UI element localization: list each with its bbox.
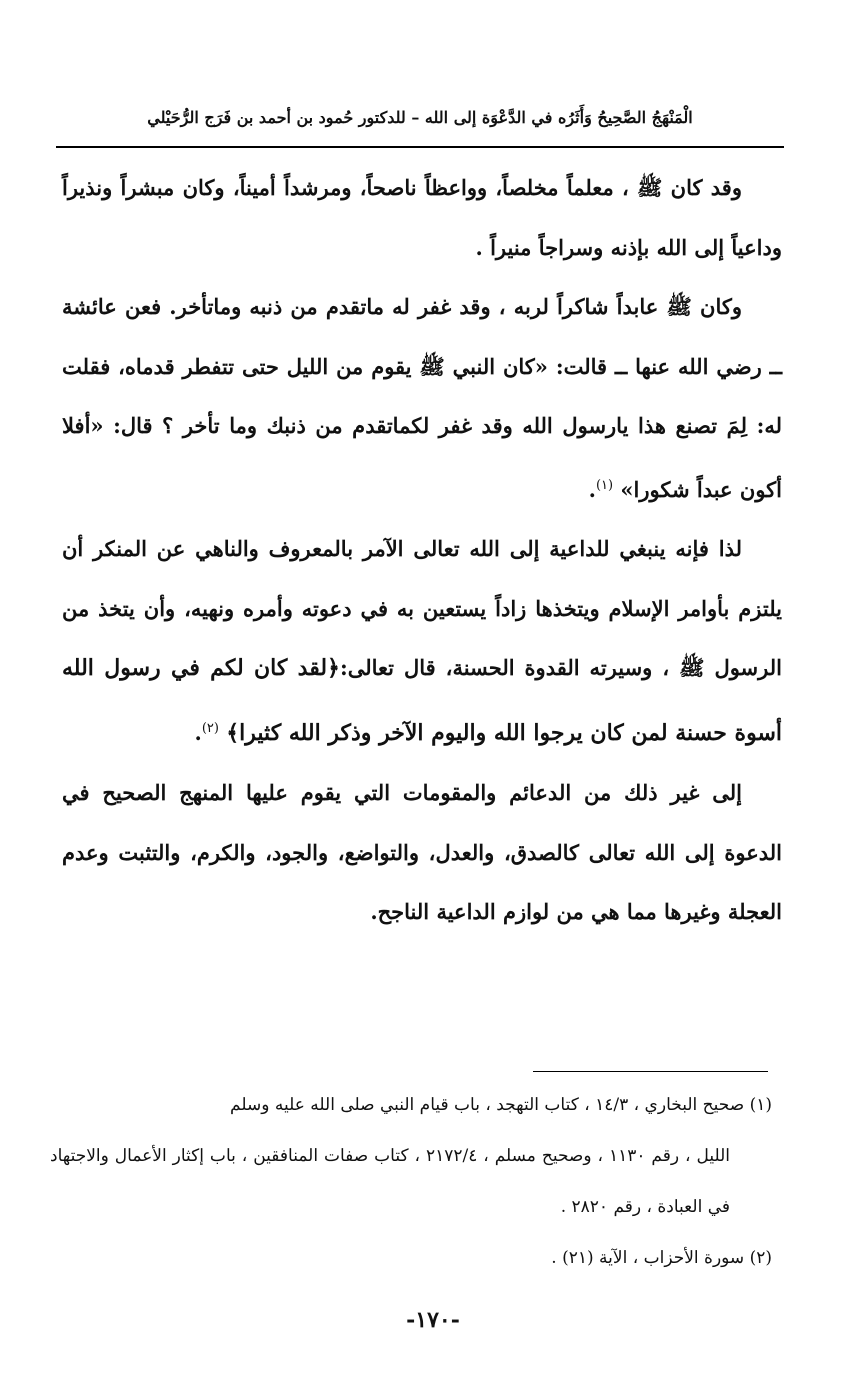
footnote-reference[interactable]: (١): [595, 477, 614, 493]
footnote-continuation: الليل ، رقم ١١٣٠ ، وصحيح مسلم ، ٢١٧٢/٤ ، كتاب صفات المنافقين ، باب إكثار الأعمال والاجتهاد في العبادة ، رقم ٢٨٢٠ .: [50, 1146, 730, 1217]
footnote-text: (١) صحيح البخاري ، ١٤/٣ ، كتاب التهجد ، باب قيام النبي صلى الله عليه وسلم: [230, 1095, 772, 1115]
paragraph-end: .: [194, 719, 202, 745]
body-text: [62, 158, 782, 942]
footnote-text: (٢) سورة الأحزاب ، الآية (٢١) .: [551, 1248, 772, 1268]
footnote: [50, 1233, 772, 1284]
footnotes: [50, 1080, 772, 1284]
paragraph-text: إلى غير ذلك من الدعائم والمقومات التي يقوم عليها المنهج الصحيح في الدعوة إلى الله تعالى كالصدق، والعدل، والتواضع، والجود، والكرم، والتثبت وعدم العجلة وغيرها مما هي من لوازم الداعية الناجح.: [62, 780, 782, 924]
paragraph: [62, 763, 782, 942]
footnote: [50, 1080, 772, 1233]
paragraph-text: وكان ﷺ عابداً شاكراً لربه ، وقد غفر له ماتقدم من ذنبه وماتأخر. فعن عائشة ــ رضي الله عنها ــ قالت: «كان النبي ﷺ يقوم من الليل حتى تتفطر قدماه، فقلت له: لِمَ تصنع هذا يارسول الله وقد غفر لكماتقدم من ذنبك وما تأخر ؟ قال: «أفلا أكون عبداً شكورا»: [62, 294, 782, 502]
paragraph-text: لذا فإنه ينبغي للداعية إلى الله تعالى الآمر بالمعروف والناهي عن المنكر أن يلتزم بأوامر الإسلام ويتخذها زاداً يستعين به في دعوته وأمره ونهيه، وأن يتخذ من الرسول ﷺ ، وسيرته القدوة الحسنة، قال تعالى:: [62, 536, 782, 680]
paragraph: [62, 519, 782, 763]
running-head: الْمَنْهَجُ الصَّحِيحُ وَأَثَرُه في الدَّعْوَة إلى الله – للدكتور حُمود بن أحمد بن فَرَج الرُّحَيْلي: [147, 108, 693, 127]
footnote-separator: [533, 1071, 768, 1072]
quran-verse: ﴿لقد كان لكم في رسول الله أسوة حسنة لمن كان يرجوا الله واليوم الآخر وذكر الله كثيرا﴾: [62, 655, 782, 746]
paragraph-end: .: [588, 476, 596, 502]
page-number: -١٧٠-: [406, 1307, 460, 1333]
paragraph: [62, 158, 782, 277]
paragraph: [62, 277, 782, 519]
paragraph-text: وقد كان ﷺ ، معلماً مخلصاً، وواعظاً ناصحاً، ومرشداً أميناً، وكان مبشراً ونذيراً وداعياً إلى الله بإذنه وسراجاً منيراً .: [62, 175, 782, 260]
header-rule: [56, 146, 784, 148]
footnote-reference[interactable]: (٢): [201, 720, 219, 736]
